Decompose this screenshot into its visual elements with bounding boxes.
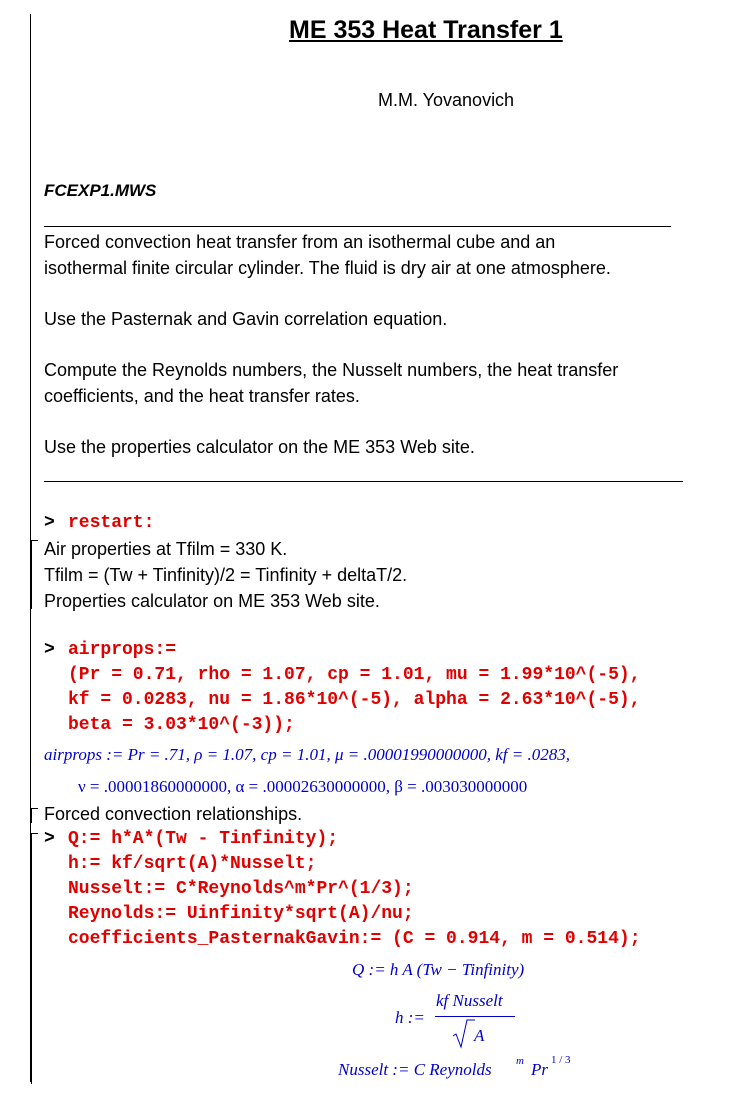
divider-top [44, 226, 671, 227]
intro-line: Forced convection heat transfer from an isothermal cube and an [44, 232, 556, 252]
relations-command[interactable]: Reynolds:= Uinfinity*sqrt(A)/nu; [68, 904, 414, 924]
q-output: Q := h A (Tw − Tinfinity) [352, 960, 525, 979]
group-bracket[interactable] [31, 833, 38, 1084]
group-bracket[interactable] [31, 808, 38, 823]
airprops-command[interactable]: kf = 0.0283, nu = 1.86*10^(-5), alpha = 2.63*10^(-5), [68, 690, 641, 710]
nusselt-exponent-pr: 1 / 3 [551, 1054, 571, 1066]
restart-command[interactable]: restart: [68, 513, 155, 533]
airprops-output: airprops := Pr = .71, ρ = 1.07, cp = 1.01, μ = .00001990000000, kf = .0283, [44, 745, 570, 764]
nusselt-exponent-m: m [516, 1055, 524, 1067]
relations-command[interactable]: h:= kf/sqrt(A)*Nusselt; [68, 854, 317, 874]
divider-bottom [44, 481, 683, 482]
sqrt-symbol-icon [452, 1019, 476, 1049]
input-prompt: > [44, 829, 55, 849]
airprops-output: ν = .00001860000000, α = .00002630000000, β = .003030000000 [78, 777, 528, 796]
relations-command[interactable]: coefficients_PasternakGavin:= (C = 0.914, m = 0.514); [68, 929, 641, 949]
air-properties-text: Tfilm = (Tw + Tinfinity)/2 = Tinfinity + deltaT/2. [44, 565, 408, 585]
author-name: M.M. Yovanovich [378, 90, 515, 110]
airprops-command[interactable]: beta = 3.03*10^(-3)); [68, 715, 295, 735]
airprops-command[interactable]: (Pr = 0.71, rho = 1.07, cp = 1.01, mu = 1.99*10^(-5), [68, 665, 641, 685]
h-output-numerator: kf Nusselt [436, 991, 503, 1010]
intro-line: Compute the Reynolds numbers, the Nusselt numbers, the heat transfer [44, 360, 619, 380]
group-bracket[interactable] [31, 540, 38, 609]
input-prompt: > [44, 640, 55, 660]
page-title: ME 353 Heat Transfer 1 [289, 16, 563, 44]
relations-command[interactable]: Q:= h*A*(Tw - Tinfinity); [68, 829, 339, 849]
intro-line: coefficients, and the heat transfer rates. [44, 386, 360, 406]
air-properties-text: Air properties at Tfilm = 330 K. [44, 539, 288, 559]
h-output-denominator: A [474, 1026, 485, 1045]
relations-command[interactable]: Nusselt:= C*Reynolds^m*Pr^(1/3); [68, 879, 414, 899]
intro-line: Use the properties calculator on the ME 353 Web site. [44, 437, 475, 457]
nusselt-pr: Pr [531, 1060, 548, 1079]
relationships-text: Forced convection relationships. [44, 804, 303, 824]
air-properties-text: Properties calculator on ME 353 Web site. [44, 591, 380, 611]
intro-line: Use the Pasternak and Gavin correlation equation. [44, 309, 448, 329]
file-name: FCEXP1.MWS [44, 181, 157, 200]
nusselt-output: Nusselt := C Reynolds [338, 1060, 492, 1079]
airprops-command[interactable]: airprops:= [68, 640, 177, 660]
fraction-bar [435, 1016, 515, 1017]
h-output-lhs: h := [395, 1008, 425, 1027]
input-prompt: > [44, 513, 55, 533]
intro-line: isothermal finite circular cylinder. The fluid is dry air at one atmosphere. [44, 258, 611, 278]
